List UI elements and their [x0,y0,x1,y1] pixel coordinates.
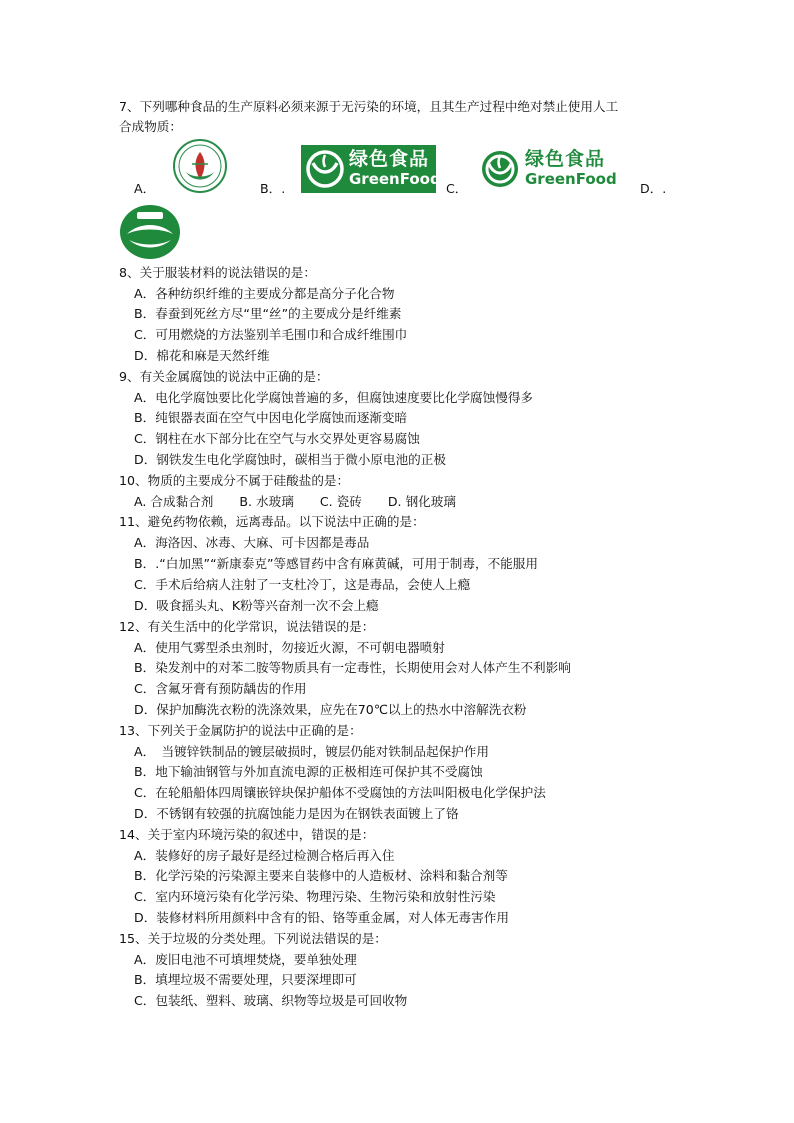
q15-option-b: B．填埋垃圾不需要处理，只要深埋即可 [134,972,357,987]
q9-option-a: A．电化学腐蚀要比化学腐蚀普遍的多，但腐蚀速度要比化学腐蚀慢得多 [134,390,534,405]
q9-stem: 9、有关金属腐蚀的说法中正确的是： [119,369,329,384]
q8-option-c: C．可用燃烧的方法鉴别羊毛围巾和合成纤维围巾 [134,327,408,342]
q13-option-b: B．地下输油钢管与外加直流电源的正极相连可保护其不受腐蚀 [134,764,483,779]
q7-option-c-label: C． [446,181,468,196]
q7-logo-c-text-en: GreenFood [525,170,617,188]
q9-option-c: C．钢柱在水下部分比在空气与水交界处更容易腐蚀 [134,431,420,446]
q7-stem-line2: 合成物质： [119,119,182,134]
organic-product-logo-icon [119,204,181,260]
q15-stem: 15、关于垃圾的分类处理。下列说法错误的是： [119,931,387,946]
q15-option-c: C．包装纸、塑料、玻璃、织物等垃圾是可回收物 [134,993,408,1008]
q8-stem: 8、关于服装材料的说法错误的是： [119,265,316,280]
q12-option-c: C．含氟牙膏有预防龋齿的作用 [134,681,307,696]
q10-option-d: D. 钢化玻璃 [387,494,456,509]
q12-option-b: B．染发剂中的对苯二胺等物质具有一定毒性，长期使用会对人体产生不利影响 [134,660,571,675]
q13-option-a: A． 当镀锌铁制品的镀层破损时，镀层仍能对铁制品起保护作用 [134,744,489,759]
q10-option-b: B. 水玻璃 [239,494,294,509]
q7-stem-line1: 7、下列哪种食品的生产原料必须来源于无污染的环境，且其生产过程中绝对禁止使用人工 [119,99,619,114]
q12-option-a: A．使用气雾型杀虫剂时，勿接近火源，不可朝电器喷射 [134,640,445,655]
q15-option-a: A．废旧电池不可填埋焚烧，要单独处理 [134,952,357,967]
q11-option-c: C．手术后给病人注射了一支杜冷丁，这是毒品，会使人上瘾 [134,577,471,592]
q11-stem: 11、避免药物依赖，远离毒品。以下说法中正确的是： [119,514,425,529]
q9-option-d: D．钢铁发生电化学腐蚀时，碳相当于微小原电池的正极 [134,452,446,467]
q11-option-a: A．海洛因、冰毒、大麻、可卡因都是毒品 [134,535,370,550]
q7-option-b-label: B．. [260,181,286,196]
organic-food-logo-icon [172,138,228,194]
q10-option-c: C. 瓷砖 [319,494,362,509]
q10-option-a: A. 合成黏合剂 [134,494,214,509]
q14-option-d: D．装修材料所用颜料中含有的铅、铬等重金属，对人体无毒害作用 [134,910,509,925]
q7-option-d-label: D．. [640,181,667,196]
q14-option-b: B．化学污染的污染源主要来自装修中的人造板材、涂料和黏合剂等 [134,868,508,883]
q11-option-b: B．.“白加黑”“新康泰克”等感冒药中含有麻黄碱，可用于制毒，不能服用 [134,556,538,571]
q11-option-d: D．吸食摇头丸、K粉等兴奋剂一次不会上瘾 [134,598,379,613]
q12-option-d: D．保护加酶洗衣粉的洗涤效果，应先在70℃以上的热水中溶解洗衣粉 [134,702,527,717]
q7-logo-a [172,138,228,194]
q7-option-a-label: A． [134,181,156,196]
q13-option-d: D．不锈钢有较强的抗腐蚀能力是因为在钢铁表面镀上了铬 [134,806,459,821]
q10-stem: 10、物质的主要成分不属于硅酸盐的是： [119,473,350,488]
q8-option-b: B．春蚕到死丝方尽“里“丝”的主要成分是纤维素 [134,306,402,321]
q10-options [134,494,478,510]
q12-stem: 12、有关生活中的化学常识，说法错误的是： [119,619,375,634]
q13-stem: 13、下列关于金属防护的说法中正确的是： [119,723,362,738]
q14-stem: 14、关于室内环境污染的叙述中，错误的是： [119,827,375,842]
q8-option-a: A．各种纺织纤维的主要成分都是高分子化合物 [134,286,395,301]
q7-logo-b-text-en: GreenFood [349,170,441,188]
q7-logo-c [478,146,618,192]
q13-option-c: C．在轮船船体四周镶嵌锌块保护船体不受腐蚀的方法叫阳极电化学保护法 [134,785,546,800]
q7-logo-b-text-cn: 绿色食品 [349,148,430,170]
q14-option-c: C．室内环境污染有化学污染、物理污染、生物污染和放射性污染 [134,889,496,904]
q7-logo-c-text-cn: 绿色食品 [525,148,606,170]
q14-option-a: A．装修好的房子最好是经过检测合格后再入住 [134,848,395,863]
q7-logo-d [119,204,181,260]
q7-logo-b [301,145,441,193]
q9-option-b: B．纯银器表面在空气中因电化学腐蚀而逐渐变暗 [134,410,408,425]
q8-option-d: D．棉花和麻是天然纤维 [134,348,270,363]
